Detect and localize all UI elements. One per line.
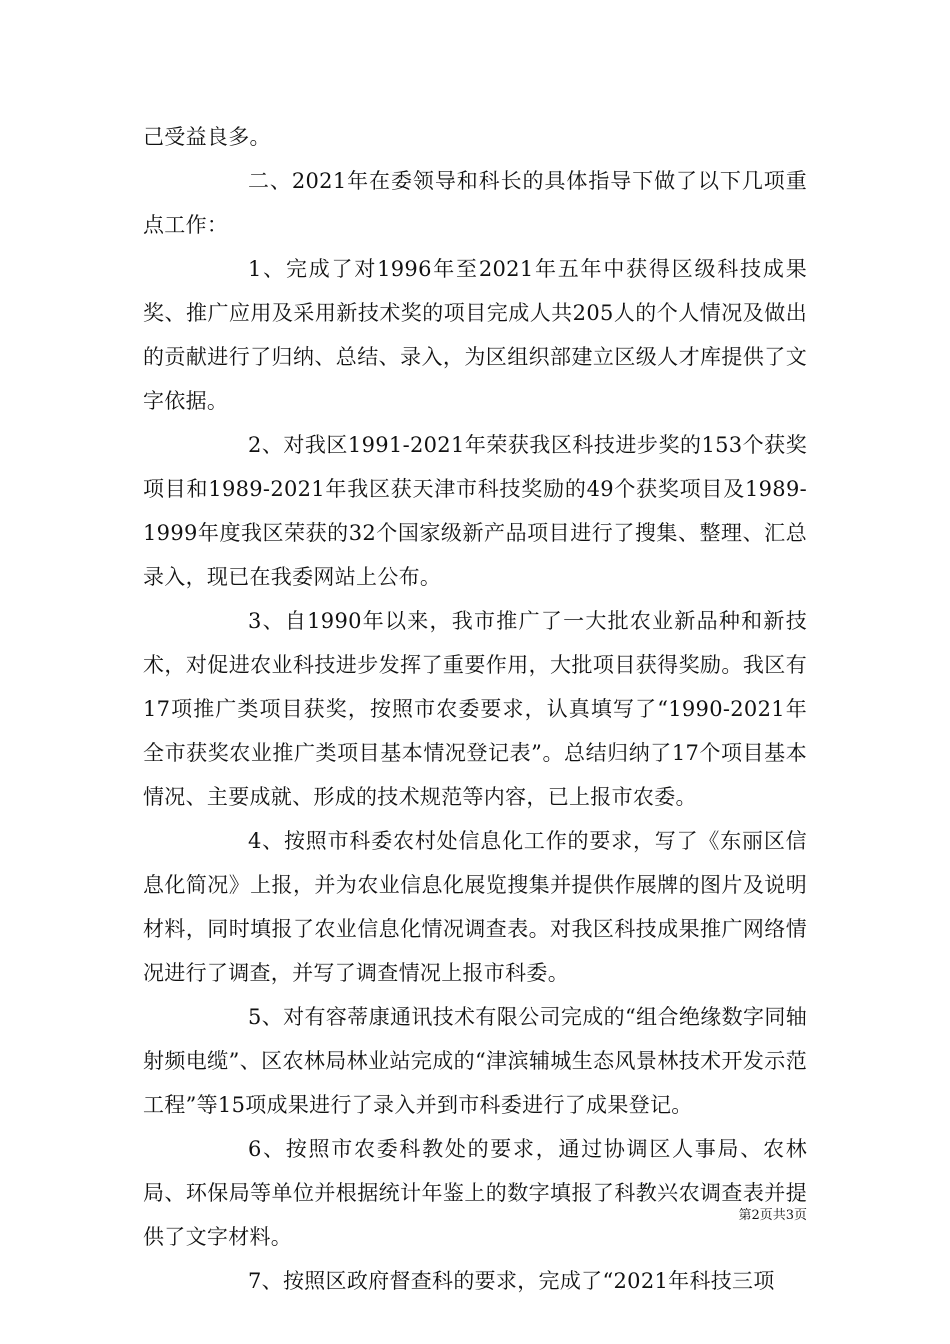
paragraph-item-5: 5、对有容蒂康通讯技术有限公司完成的“组合绝缘数字同轴射频电缆”、区农林局林业站完成的“津滨辅城生态风景林技术开发示范工程”等15项成果进行了录入并到市科委进行了成果登记。 bbox=[143, 1005, 807, 1117]
paragraph-item-4: 4、按照市科委农村处信息化工作的要求，写了《东丽区信息化简况》上报，并为农业信息化展览搜集并提供作展牌的图片及说明材料，同时填报了农业信息化情况调查表。对我区科技成果推广网络情况进行了调查，并写了调查情况上报市科委。 bbox=[143, 829, 807, 985]
paragraph-item-7: 7、按照区政府督查科的要求，完成了“2021年科技三项 bbox=[248, 1269, 775, 1293]
paragraph-item-6: 6、按照市农委科教处的要求，通过协调区人事局、农林局、环保局等单位并根据统计年鉴上的数字填报了科教兴农调查表并提供了文字材料。 bbox=[143, 1137, 807, 1249]
page-number-footer: 第2页共3页 bbox=[738, 1208, 807, 1223]
paragraph-section-heading: 二、2021年在委领导和科长的具体指导下做了以下几项重点工作： bbox=[143, 169, 807, 237]
paragraph-continuation: 己受益良多。 bbox=[143, 125, 271, 149]
document-body bbox=[143, 115, 807, 1303]
paragraph-item-3: 3、自1990年以来，我市推广了一大批农业新品种和新技术，对促进农业科技进步发挥了重要作用，大批项目获得奖励。我区有17项推广类项目获奖，按照市农委要求，认真填写了“1990-2021年全市获奖农业推广类项目基本情况登记表”。总结归纳了17个项目基本情况、主要成就、形成的技术规范等内容，已上报市农委。 bbox=[143, 609, 807, 809]
paragraph-item-1: 1、完成了对1996年至2021年五年中获得区级科技成果奖、推广应用及采用新技术奖的项目完成人共205人的个人情况及做出的贡献进行了归纳、总结、录入，为区组织部建立区级人才库提供了文字依据。 bbox=[143, 257, 807, 413]
paragraph-item-2: 2、对我区1991-2021年荣获我区科技进步奖的153个获奖项目和1989-2021年我区获天津市科技奖励的49个获奖项目及1989-1999年度我区荣获的32个国家级新产品项目进行了搜集、整理、汇总录入，现已在我委网站上公布。 bbox=[143, 433, 807, 589]
